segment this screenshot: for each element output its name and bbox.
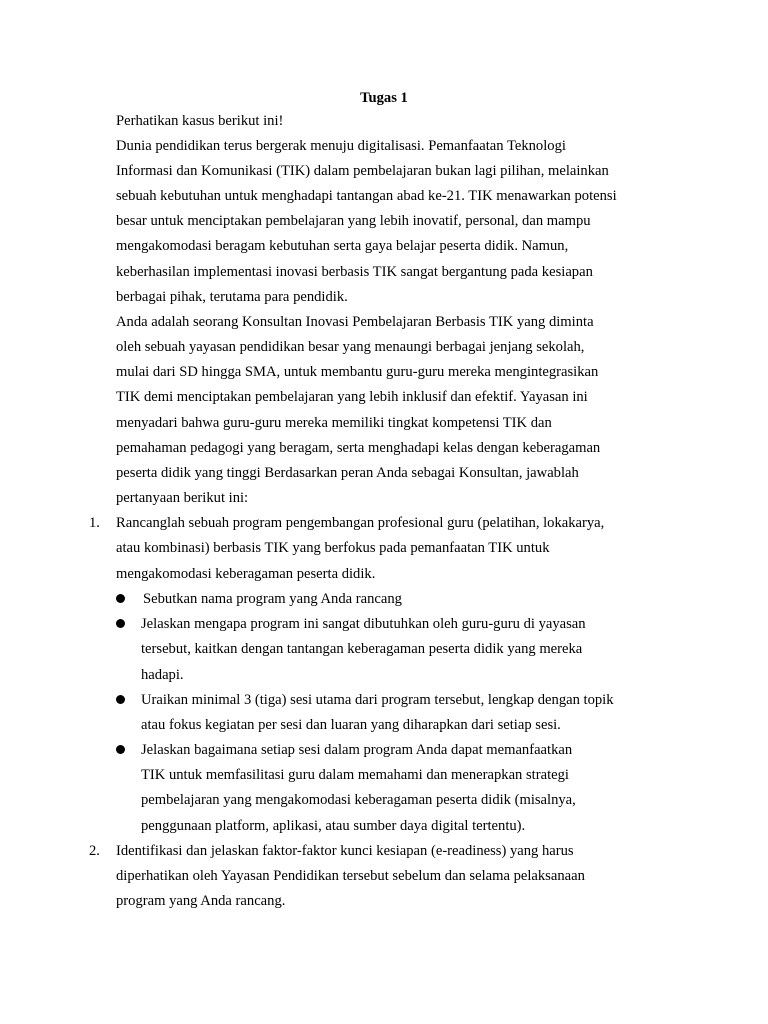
text-line: oleh sebuah yayasan pendidikan besar yang menaungi berbagai jenjang sekolah, <box>116 339 585 355</box>
text-line: TIK demi menciptakan pembelajaran yang lebih inklusif dan efektif. Yayasan ini <box>116 389 588 405</box>
bullet-icon <box>116 594 125 603</box>
text-line: Rancanglah sebuah program pengembangan profesional guru (pelatihan, lokakarya, <box>116 515 605 531</box>
document-title: Tugas 1 <box>360 90 408 106</box>
text-line: hadapi. <box>141 667 184 683</box>
text-line: Informasi dan Komunikasi (TIK) dalam pembelajaran bukan lagi pilihan, melainkan <box>116 163 609 179</box>
text-line: berbagai pihak, terutama para pendidik. <box>116 289 348 305</box>
text-line: pemahaman pedagogi yang beragam, serta menghadapi kelas dengan keberagaman <box>116 440 601 456</box>
text-line: mulai dari SD hingga SMA, untuk membantu guru-guru mereka mengintegrasikan <box>116 364 599 380</box>
list-number: 1. <box>89 515 100 531</box>
text-line: TIK untuk memfasilitasi guru dalam memahami dan menerapkan strategi <box>141 767 569 783</box>
text-line: Dunia pendidikan terus bergerak menuju digitalisasi. Pemanfaatan Teknologi <box>116 138 566 154</box>
text-line: program yang Anda rancang. <box>116 893 286 909</box>
text-line: Identifikasi dan jelaskan faktor-faktor kunci kesiapan (e-readiness) yang harus <box>116 843 574 859</box>
text-line: Jelaskan bagaimana setiap sesi dalam program Anda dapat memanfaatkan <box>141 742 573 758</box>
text-line: mengakomodasi keberagaman peserta didik. <box>116 566 376 582</box>
text-line: pertanyaan berikut ini: <box>116 490 249 506</box>
text-line: mengakomodasi beragam kebutuhan serta gaya belajar peserta didik. Namun, <box>116 238 569 254</box>
text-line: besar untuk menciptakan pembelajaran yang lebih inovatif, personal, dan mampu <box>116 213 591 229</box>
text-line: sebuah kebutuhan untuk menghadapi tantangan abad ke-21. TIK menawarkan potensi <box>116 188 617 204</box>
text-line: Sebutkan nama program yang Anda rancang <box>143 591 402 607</box>
text-line: pembelajaran yang mengakomodasi keberagaman peserta didik (misalnya, <box>141 792 576 808</box>
text-line: tersebut, kaitkan dengan tantangan keberagaman peserta didik yang mereka <box>141 641 583 657</box>
bullet-icon <box>116 619 125 628</box>
text-line: Jelaskan mengapa program ini sangat dibutuhkan oleh guru-guru di yayasan <box>141 616 586 632</box>
text-line: menyadari bahwa guru-guru mereka memiliki tingkat kompetensi TIK dan <box>116 415 552 431</box>
text-line: keberhasilan implementasi inovasi berbasis TIK sangat bergantung pada kesiapan <box>116 264 593 280</box>
text-line: Anda adalah seorang Konsultan Inovasi Pembelajaran Berbasis TIK yang diminta <box>116 314 594 330</box>
text-line: Uraikan minimal 3 (tiga) sesi utama dari program tersebut, lengkap dengan topik <box>141 692 614 708</box>
bullet-icon <box>116 695 125 704</box>
text-line: penggunaan platform, aplikasi, atau sumber daya digital tertentu). <box>141 818 526 834</box>
list-number: 2. <box>89 843 100 859</box>
bullet-icon <box>116 745 125 754</box>
text-line: diperhatikan oleh Yayasan Pendidikan tersebut sebelum dan selama pelaksanaan <box>116 868 585 884</box>
text-line: atau fokus kegiatan per sesi dan luaran yang diharapkan dari setiap sesi. <box>141 717 561 733</box>
text-line: Perhatikan kasus berikut ini! <box>116 113 284 129</box>
text-line: atau kombinasi) berbasis TIK yang berfokus pada pemanfaatan TIK untuk <box>116 540 550 556</box>
text-line: peserta didik yang tinggi Berdasarkan peran Anda sebagai Konsultan, jawablah <box>116 465 579 481</box>
